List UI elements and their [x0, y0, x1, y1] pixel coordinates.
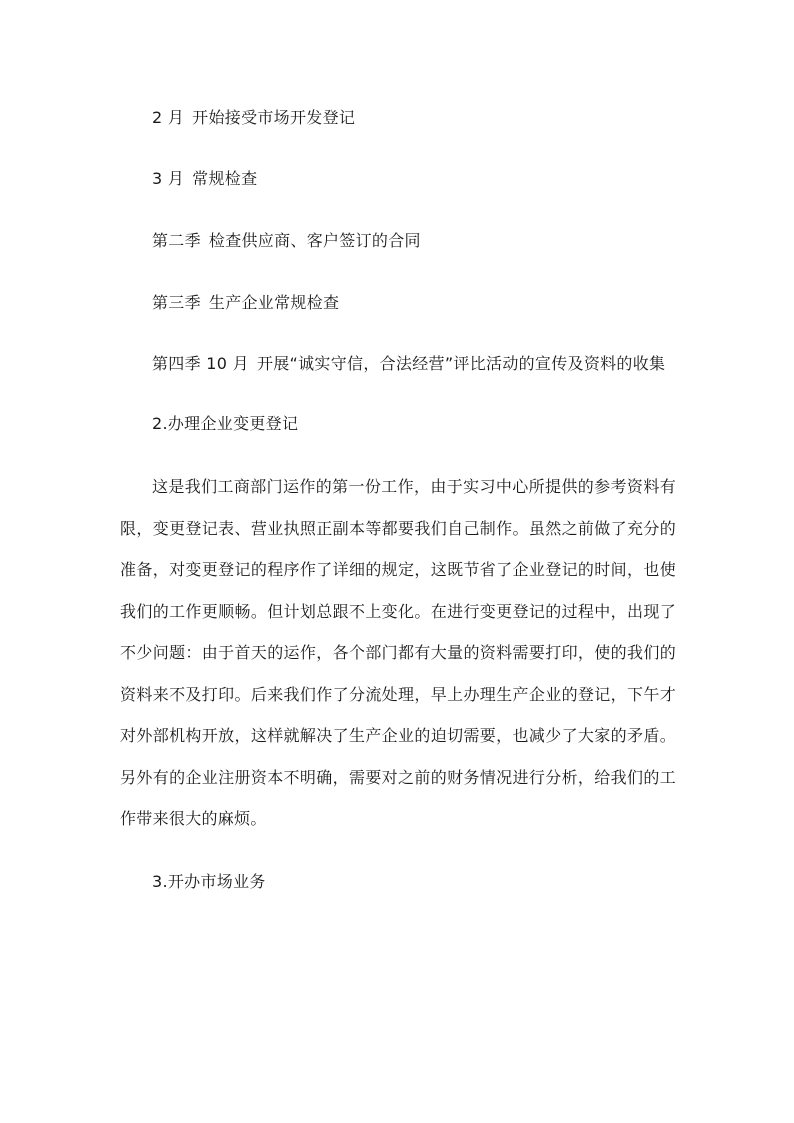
schedule-item [152, 169, 257, 189]
schedule-item [152, 231, 421, 251]
schedule-item [152, 108, 355, 128]
schedule-period: 第四季 10 月 [152, 354, 249, 373]
schedule-period: 3 月 [152, 169, 185, 188]
schedule-period: 2 月 [152, 108, 185, 127]
schedule-item [152, 293, 339, 313]
schedule-item [152, 354, 665, 374]
schedule-period: 第二季 [152, 231, 201, 250]
schedule-task: 开始接受市场开发登记 [192, 108, 356, 127]
schedule-period: 第三季 [152, 293, 201, 312]
schedule-task: 生产企业常规检查 [208, 293, 340, 312]
schedule-task: 常规检查 [192, 169, 258, 188]
schedule-task: 开展“诚实守信，合法经营”评比活动的宣传及资料的收集 [256, 354, 666, 373]
section-body-paragraph: 这是我们工商部门运作的第一份工作，由于实习中心所提供的参考资料有限，变更登记表、营业执照正副本等都要我们自己制作。虽然之前做了充分的准备，对变更登记的程序作了详细的规定，这既节省了企业登记的时间，也使我们的工作更顺畅。但计划总跟不上变化。在进行变更登记的过程中，出现了不少问题：由于首天的运作，各个部门都有大量的资料需要打印，使的我们的资料来不及打印。后来我们作了分流处理，早上办理生产企业的登记，下午才对外部机构开放，这样就解决了生产企业的迫切需要，也减少了大家的矛盾。另外有的企业注册资本不明确，需要对之前的财务情况进行分析，给我们的工作带来很大的麻烦。 [120, 477, 676, 828]
section-heading: 2.办理企业变更登记 [152, 414, 299, 433]
section-heading: 3.开办市场业务 [152, 872, 266, 891]
schedule-task: 检查供应商、客户签订的合同 [208, 231, 421, 250]
